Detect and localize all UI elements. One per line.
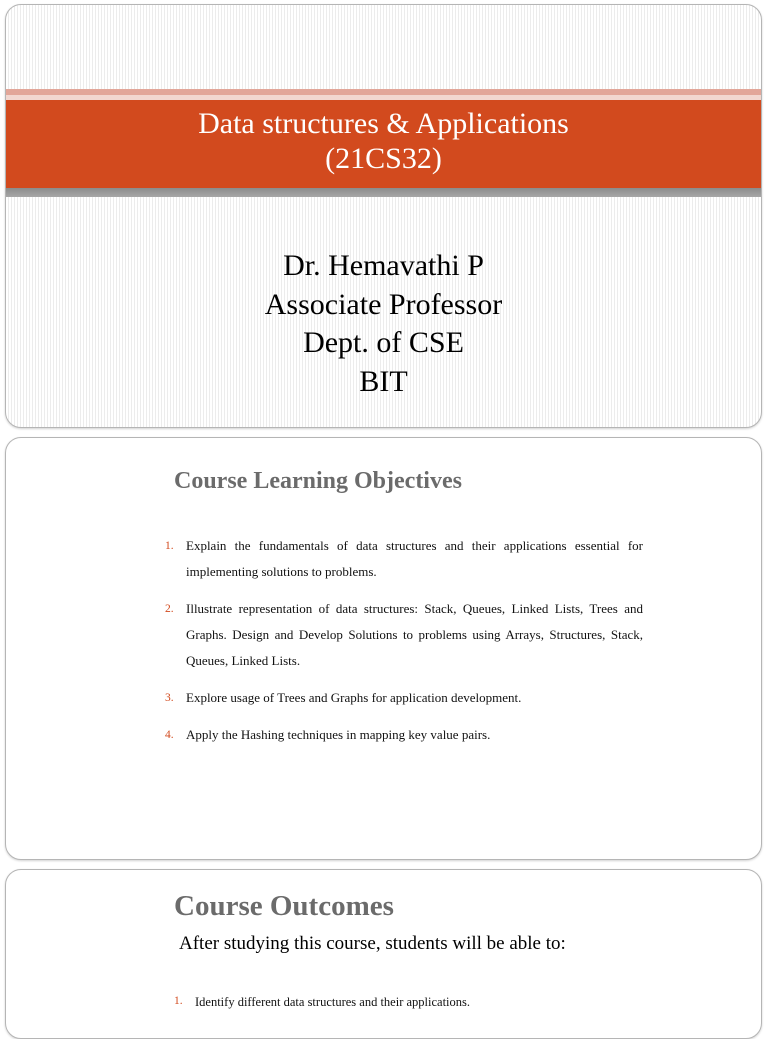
course-title-band bbox=[6, 100, 761, 188]
author-block bbox=[6, 247, 761, 401]
list-text: Illustrate representation of data structures: Stack, Queues, Linked Lists, Trees and Graphs. Design and Develop Solutions to problems using Arrays, Structures, Stack, Queues, Linked Lists. bbox=[186, 601, 643, 668]
list-text: Identify different data structures and their applications. bbox=[195, 995, 471, 1009]
outcomes-list bbox=[174, 995, 470, 1010]
objectives-list bbox=[165, 533, 643, 759]
list-item bbox=[165, 533, 643, 585]
list-number: 3. bbox=[165, 692, 174, 704]
list-item bbox=[165, 722, 643, 748]
course-title: Data structures & Applications bbox=[198, 107, 569, 140]
list-text: Apply the Hashing techniques in mapping key value pairs. bbox=[186, 727, 491, 742]
outcomes-slide bbox=[5, 869, 762, 1039]
objectives-slide bbox=[5, 437, 762, 860]
outcomes-intro: After studying this course, students will be able to: bbox=[179, 933, 566, 954]
title-band-shadow bbox=[6, 188, 761, 197]
list-number: 1. bbox=[165, 540, 174, 552]
author-institution: BIT bbox=[359, 364, 408, 398]
list-number: 4. bbox=[165, 729, 174, 741]
author-designation: Associate Professor bbox=[264, 287, 503, 321]
course-code: (21CS32) bbox=[325, 142, 442, 175]
list-number: 2. bbox=[165, 603, 174, 615]
list-item bbox=[165, 685, 643, 711]
list-text: Explain the fundamentals of data structures and their applications essential for implementing solutions to problems. bbox=[186, 538, 643, 579]
author-department: Dept. of CSE bbox=[303, 326, 464, 359]
list-item bbox=[174, 995, 470, 1010]
title-slide bbox=[5, 4, 762, 428]
list-text: Explore usage of Trees and Graphs for application development. bbox=[186, 690, 522, 705]
objectives-heading: Course Learning Objectives bbox=[174, 468, 462, 494]
outcomes-heading: Course Outcomes bbox=[174, 890, 394, 922]
author-name: Dr. Hemavathi P bbox=[283, 249, 484, 282]
list-item bbox=[165, 596, 643, 674]
list-number: 1. bbox=[174, 995, 183, 1007]
